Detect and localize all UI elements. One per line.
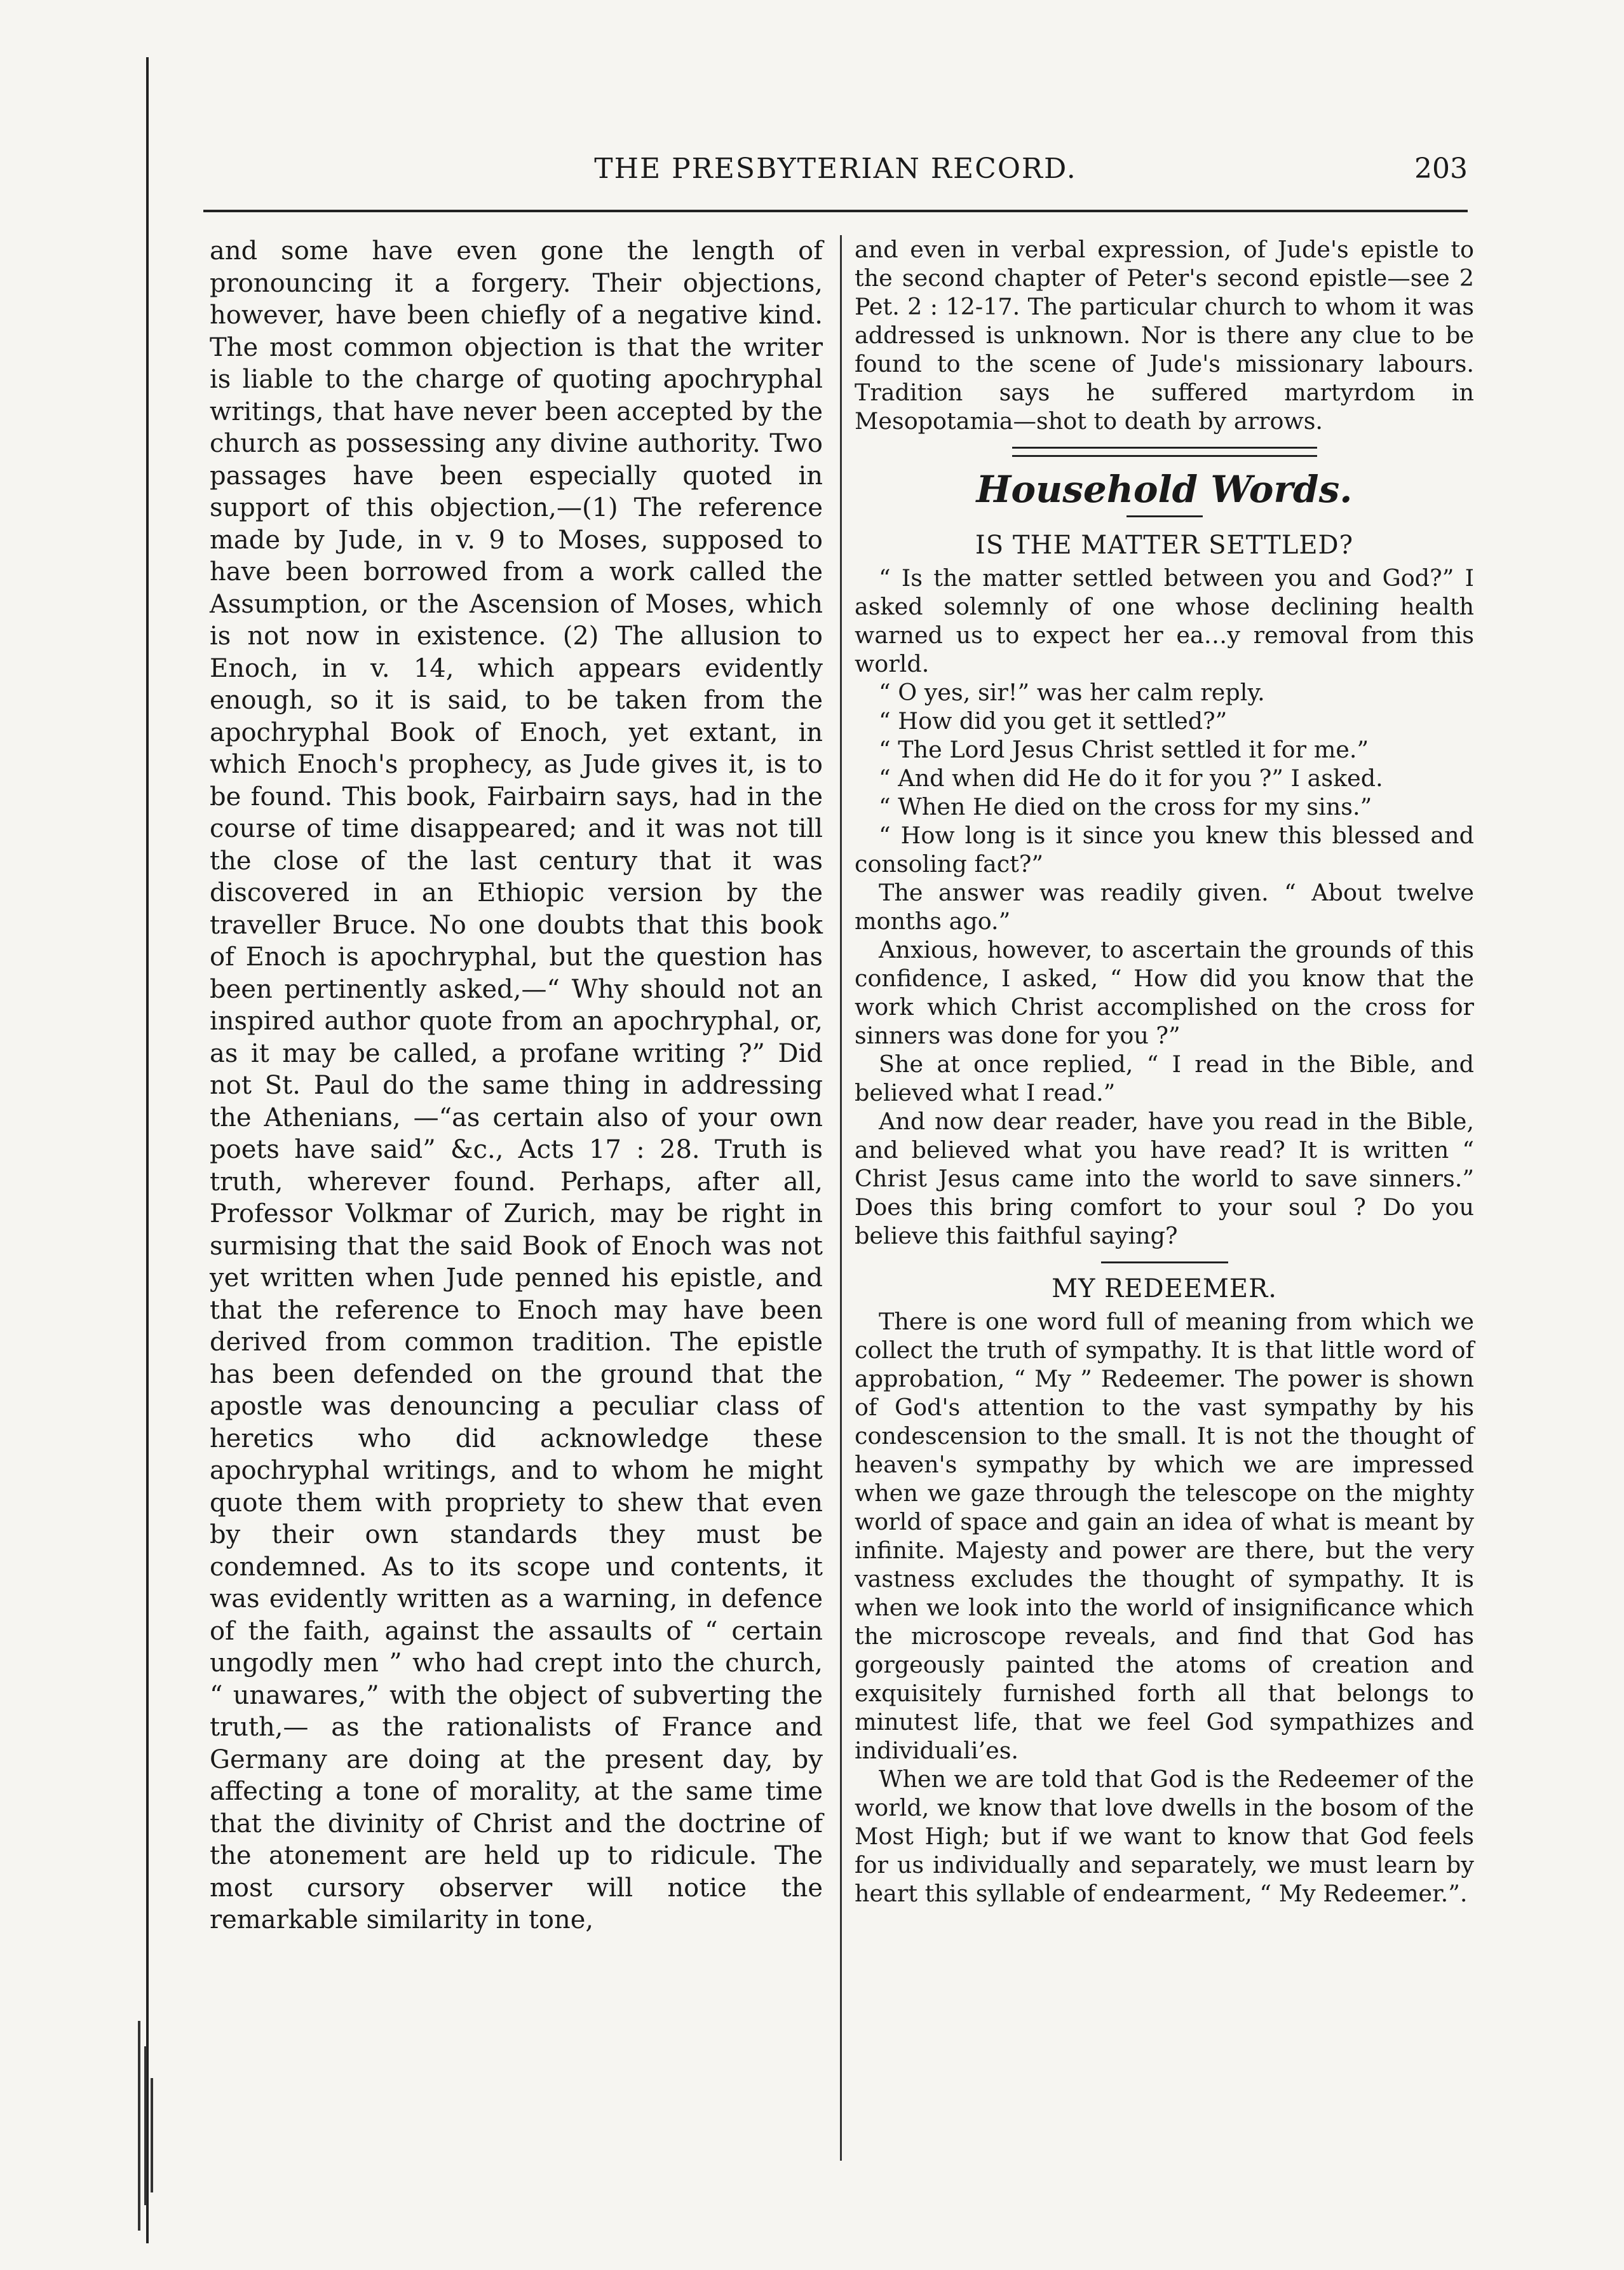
article-paragraph: There is one word full of meaning from which we collect the truth of sympathy. It is that little word of approbation, “ My ” Redeemer. The power is shown of God's attention to the vast sympathy by his condescension to the small. It is not the thought of heaven's sympathy by which we are impressed when we gaze through the telescope on the mighty world of space and gain an idea of what is meant by infinite. Majesty and power are there, but the very vastness excludes the thought of sympathy. It is when we look into the world of insignificance which the microscope reveals, and find that God has gorgeously painted the atoms of creation and exquisitely furnished forth all that belongs to minutest life, that we feel God sympathizes and individuali’es. [855, 1308, 1474, 1764]
section-separator [1012, 447, 1317, 457]
article-heading: MY REDEEMER. [1052, 1274, 1277, 1303]
page-number: 203 [1414, 153, 1468, 185]
article-paragraph: “ How long is it since you knew this blessed and consoling fact?” [855, 822, 1474, 878]
article-paragraph: “ When He died on the cross for my sins.” [879, 793, 1372, 820]
intro-paragraph: and even in verbal expression, of Jude's epistle to the second chapter of Peter's second epistle—see 2 Pet. 2 : 12-17. The particular church to whom it was addressed is unknown. Nor is there any clue to be found to the scene of Jude's missionary labours. Tradition says he suffered martyrdom in Mesopotamia—shot to death by arrows. [855, 236, 1474, 435]
article-paragraph: Anxious, however, to ascertain the grounds of this confidence, I asked, “ How did you know that the work which Christ accomplished on the cross for sinners was done for you ?” [855, 936, 1474, 1049]
running-header [203, 153, 1468, 197]
article-paragraph: And now dear reader, have you read in the Bible, and believed what you have read? It is written “ Christ Jesus came into the world to save sinners.” Does this bring comfort to your soul ? Do you believe this faithful saying? [855, 1108, 1474, 1249]
article-paragraph: “ And when did He do it for you ?” I asked. [879, 765, 1383, 792]
left-column-paragraph: and some have even gone the length of pronouncing it a forgery. Their objections, however, have been chiefly of a negative kind. The most common objection is that the writer is liable to the charge of quoting apochryphal writings, that have never been accepted by the church as possessing any divine authority. Two passages have been especially quoted in support of this objection,—(1) The reference made by Jude, in v. 9 to Moses, supposed to have been borrowed from a work called the Assumption, or the Ascension of Moses, which is not now in existence. (2) The allusion to Enoch, in v. 14, which appears evidently enough, so it is said, to be taken from the apochryphal Book of Enoch, yet extant, in which Enoch's prophecy, as Jude gives it, is to be found. This book, Fairbairn says, had in the course of time disappeared; and it was not till the close of the last century that it was discovered in an Ethiopic version by the traveller Bruce. No one doubts that this book of Enoch is apochryphal, but the question has been pertinently asked,—“ Why should not an inspired author quote from an apochryphal, or, as it may be called, a profane writing ?” Did not St. Paul do the same thing in addressing the Athenians, —“as certain also of your own poets have said” &c., Acts 17 : 28. Truth is truth, wherever found. Perhaps, after all, Professor Volkmar of Zurich, may be right in surmising that the said Book of Enoch was not yet written when Jude penned his epistle, and that the reference to Enoch may have been derived from common tradition. The epistle has been defended on the ground that the apostle was denouncing a peculiar class of heretics who did acknowledge these apochryphal writings, and to whom he might quote them with propriety to shew that even by their own standards they must be condemned. As to its scope und contents, it was evidently written as a warning, in defence of the faith, against the assaults of “ certain ungodly men ” who had crept into the church, “ unawares,” with the object of subverting the truth,— as the rationalists of France and Germany are doing at the present day, by affecting a tone of morality, at the same time that the divinity of Christ and the doctrine of the atonement are held up to ridicule. The most cursory observer will notice the remarkable similarity in tone, [210, 236, 823, 1934]
article-paragraph: “ How did you get it settled?” [879, 707, 1228, 735]
column-divider [840, 235, 842, 2161]
right-column [855, 235, 1474, 1908]
article-paragraph: She at once replied, “ I read in the Bible, and believed what I read.” [855, 1050, 1474, 1106]
publication-title: THE PRESBYTERIAN RECORD. [594, 153, 1077, 185]
article-heading: IS THE MATTER SETTLED? [975, 531, 1354, 560]
header-rule [203, 210, 1468, 212]
article-paragraph: The answer was readily given. “ About twelve months ago.” [855, 879, 1474, 935]
article-paragraph: “ O yes, sir!” was her calm reply. [879, 679, 1265, 706]
section-title: Household Words. [976, 468, 1353, 511]
title-underline [1127, 515, 1203, 517]
binding-marks [137, 2021, 156, 2231]
page-binding-edge [146, 57, 149, 2243]
article-paragraph: “ Is the matter settled between you and God?” I asked solemnly of one whose declining health warned us to expect her ea…y removal from this world. [855, 564, 1474, 677]
left-column [210, 235, 823, 1936]
article-paragraph: When we are told that God is the Redeemer of the world, we know that love dwells in the bosom of the Most High; but if we want to know that God feels for us individually and separately, we must learn by heart this syllable of endearment, “ My Redeemer.”. [855, 1765, 1474, 1907]
article-separator [1101, 1261, 1228, 1263]
article-paragraph: “ The Lord Jesus Christ settled it for me.” [879, 736, 1369, 763]
